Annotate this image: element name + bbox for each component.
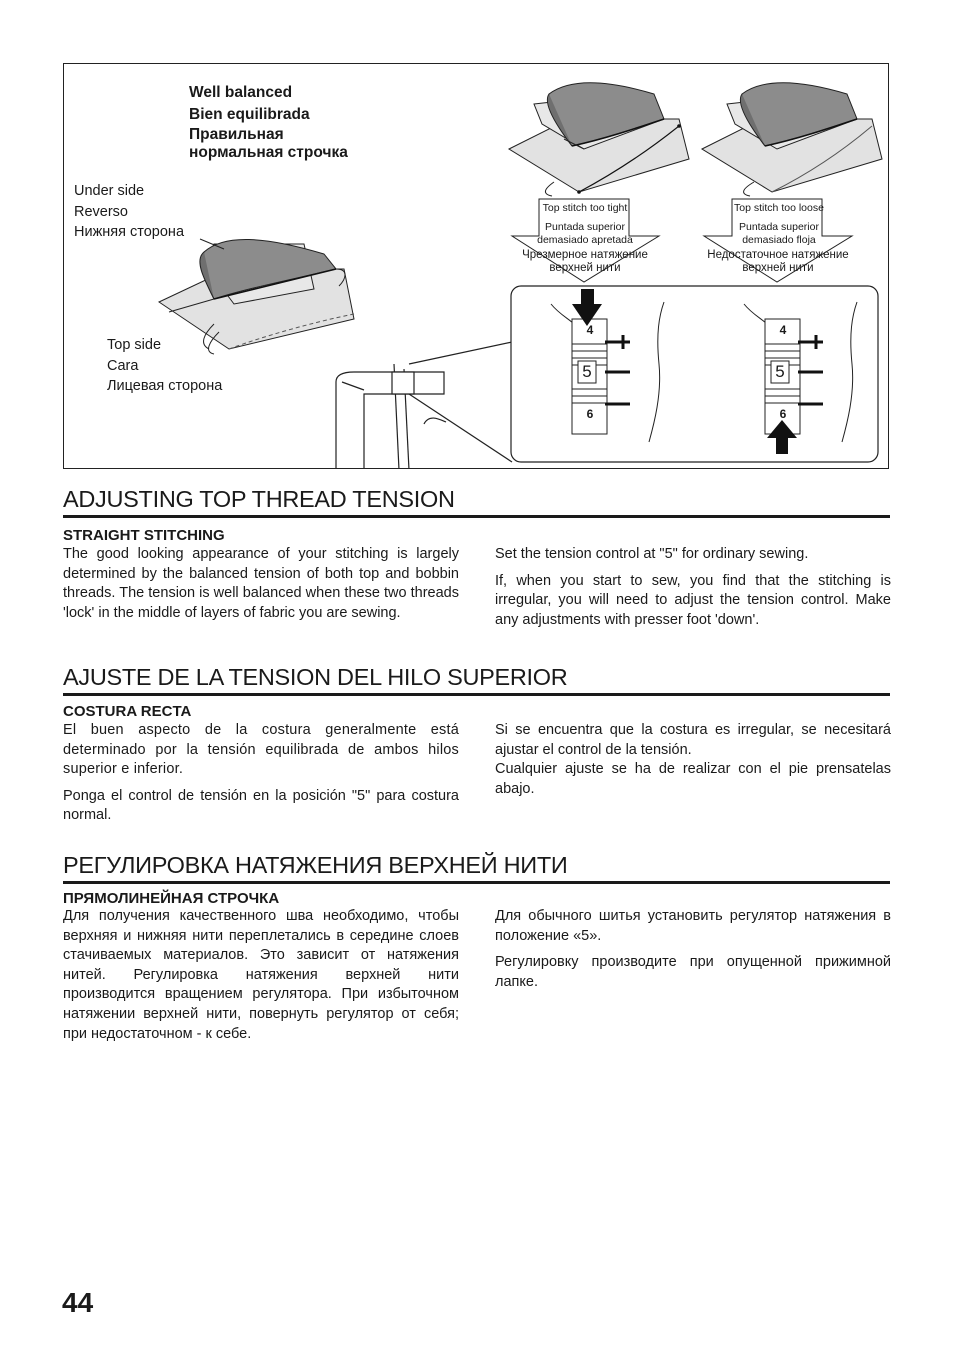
subhead-es: COSTURA RECTA [63, 703, 192, 720]
under-side-label [74, 181, 184, 243]
top-side-ru: Лицевая сторона [107, 378, 223, 394]
paragraph: Ponga el control de tensión en la posición "5" para costura normal. [63, 787, 459, 824]
dial-1-number-5: 5 [582, 362, 592, 381]
paragraph: Для обычного шитья установить регулятор натяжения в положение «5». [495, 908, 891, 944]
body-right-ru [495, 907, 891, 999]
subhead-ru: ПРЯМОЛИНЕЙНАЯ СТРОЧКА [63, 890, 280, 907]
well-balanced-label [189, 82, 348, 161]
under-side-es: Reverso [74, 203, 128, 220]
loose-label-es: Puntada superior demasiado floja [739, 221, 819, 246]
paragraph: Si se encuentra que la costura es irregular, se necesitará ajustar el control de la tensión. [495, 722, 891, 758]
dial-inset-panel [511, 286, 878, 462]
well-balanced-es: Bien equilibrada [189, 105, 310, 123]
fabric-too-loose [702, 83, 882, 196]
section-title-es: AJUSTE DE LA TENSION DEL HILO SUPERIOR [63, 663, 890, 696]
under-side-en: Under side [74, 183, 145, 199]
well-balanced-ru-1: Правильная [189, 126, 284, 143]
under-side-ru: Нижняя сторона [74, 224, 185, 240]
dial-2-number-6: 6 [779, 407, 787, 421]
tight-label-ru: Чрезмерное натяжение верхней нити [522, 249, 648, 274]
well-balanced-en: Well balanced [189, 84, 293, 101]
page-number: 44 [62, 1287, 94, 1318]
paragraph: El buen aspecto de la costura generalmente está determinado por la tensión equilibrada de ambos hilos superior e inferior. [63, 722, 459, 778]
body-left-en [63, 545, 459, 630]
well-balanced-ru-2: нормальная строчка [189, 144, 348, 161]
tight-label-es: Puntada superior demasiado apretada [537, 221, 633, 246]
fabric-too-tight [509, 83, 689, 196]
tension-illustration [63, 63, 889, 469]
paragraph: Cualquier ajuste se ha de realizar con el pie prensatelas abajo. [495, 761, 891, 797]
body-right-es [495, 721, 891, 806]
tight-label-en: Top stitch too tight [542, 202, 628, 214]
dial-1-number-4: 4 [586, 323, 594, 337]
paragraph: Регулировку производите при опущенной прижимной лапке. [495, 954, 891, 990]
top-side-label [107, 335, 222, 397]
body-right-en [495, 545, 891, 637]
paragraph: The good looking appearance of your stitching is largely determined by the balanced tension of both top and bobbin threads. The tension is well balanced when these two threads 'lock' in the middle of layers of fabric you are sewing. [63, 546, 459, 621]
top-side-en: Top side [107, 337, 162, 353]
loose-label-ru: Недостаточное натяжение верхней нити [707, 249, 849, 274]
loose-label-en: Top stitch too loose [734, 202, 824, 214]
body-left-es [63, 721, 459, 833]
dial-1-number-6: 6 [586, 407, 594, 421]
dial-2-number-5: 5 [775, 362, 785, 381]
subhead-en: STRAIGHT STITCHING [63, 527, 225, 544]
section-title-ru: РЕГУЛИРОВКА НАТЯЖЕНИЯ ВЕРХНЕЙ НИТИ [63, 851, 890, 884]
paragraph: Для получения качественного шва необходимо, чтобы верхняя и нижняя нити переплетались в середине слоев стачиваемых материалов. Это зависит от натяжения нитей. Регулировка натяжения верхней нити производится вращением регулятора. При избыточном натяжении верхней нити, повернуть регулятор от себя; при недостаточном - к себе. [63, 908, 459, 1042]
machine-head [336, 342, 512, 469]
paragraph: Set the tension control at "5" for ordinary sewing. [495, 546, 809, 562]
body-left-ru [63, 907, 459, 1051]
dial-2-number-4: 4 [779, 323, 787, 337]
top-side-es: Cara [107, 357, 139, 374]
section-title-en: ADJUSTING TOP THREAD TENSION [63, 485, 890, 518]
paragraph: If, when you start to sew, you find that the stitching is irregular, you will need to adjust the tension control. Make any adjustments with presser foot 'down'. [495, 572, 891, 628]
